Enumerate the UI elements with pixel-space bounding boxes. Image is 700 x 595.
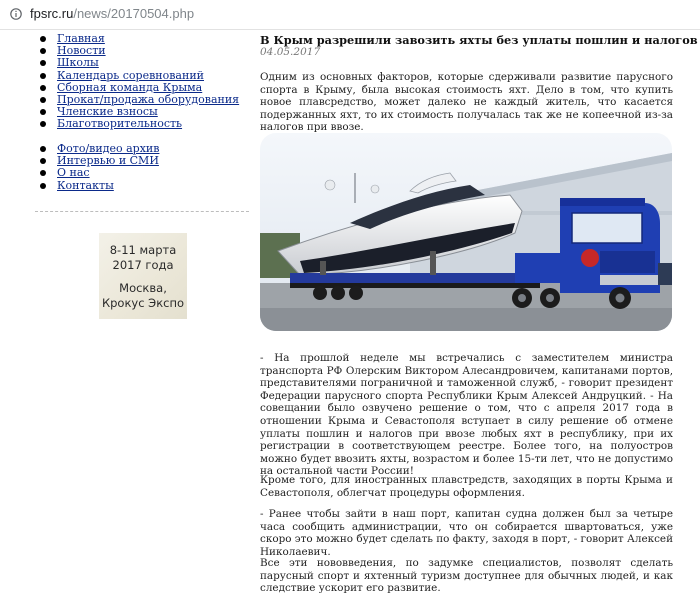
- article-photo-yacht-truck: [260, 133, 672, 331]
- menu-link-home[interactable]: Главная: [57, 32, 105, 45]
- article-title: В Крым разрешили завозить яхты без уплаты пошлин и налогов: [260, 33, 698, 47]
- menu-link-schools[interactable]: Школы: [57, 56, 99, 70]
- menu-link-media-archive[interactable]: Фото/видео архив: [57, 142, 160, 155]
- banner-city: Москва,: [119, 281, 167, 295]
- sidebar-divider: [35, 211, 249, 212]
- banner-dates: 8-11 марта: [109, 243, 177, 257]
- menu-link-contacts[interactable]: Контакты: [57, 178, 114, 192]
- banner-venue: Крокус Экспо: [101, 296, 185, 310]
- menu-item-contacts: [38, 180, 159, 192]
- menu-link-team[interactable]: Сборная команда Крыма: [57, 80, 203, 94]
- menu-link-calendar[interactable]: Календарь соревнований: [57, 68, 204, 82]
- menu-link-rental[interactable]: Прокат/продажа оборудования: [57, 93, 240, 107]
- article-paragraph-1: Одним из основных факторов, которые сдерживали развитие парусного спорта в Крыму, была высокая стоимость яхт. Дело в том, что купить новое плавсредство, может далеко не каждый житель, что касается подержанных яхт, то их стоимость получалась так же не копеечной из-за налогов при ввозе.: [260, 71, 673, 134]
- menu-link-charity[interactable]: Благотворительность: [57, 117, 183, 131]
- menu-item-charity: [38, 118, 239, 130]
- menu-link-fees[interactable]: Членские взносы: [57, 105, 158, 119]
- menu-link-news[interactable]: Новости: [57, 44, 106, 58]
- article-paragraph-4: - Ранее чтобы зайти в наш порт, капитан судна должен был за четыре часа сообщить администрации, что он собирается швартоваться, уже скоро это можно будет сделать по факту, заходя в порт, - говорит Алексей Николаевич.: [260, 508, 673, 558]
- yacht-truck-illustration: [260, 133, 672, 331]
- article-date: 04.05.2017: [260, 46, 321, 58]
- event-banner[interactable]: [99, 233, 187, 319]
- secondary-menu: [38, 143, 159, 192]
- article-paragraph-3: Кроме того, для иностранных плавстредств, заходящих в порты Крыма и Севастополя, облегчат процедуры оформления.: [260, 474, 673, 499]
- url-text[interactable]: [30, 6, 194, 21]
- url-path: /news/20170504.php: [73, 6, 195, 21]
- banner-year: 2017 года: [112, 258, 174, 272]
- article-paragraph-5: Все эти нововведения, по задумке специалистов, позволят сделать парусный спорт и яхтенный туризм доступнее для обычных людей, и как следствие ускорит его развитие.: [260, 557, 673, 595]
- menu-link-interviews[interactable]: Интервью и СМИ: [57, 154, 159, 168]
- page-info-icon[interactable]: [10, 8, 22, 20]
- menu-link-about[interactable]: О нас: [57, 166, 90, 180]
- main-menu: [38, 33, 239, 131]
- address-bar[interactable]: [0, 0, 700, 30]
- article-paragraph-2: - На прошлой неделе мы встречались с заместителем министра транспорта РФ Олерским Виктором Алесандровичем, капитанами портов, представителями пограничной и таможенной служб, - говорит президент Федерации парусного спорта Республики Крым Алексей Андруцкий. - На совещании было озвучено решение о том, что с апреля 2017 года в отношении Крыма и Севастополя вступает в силу решение об отмене уплаты пошлин и налогов при ввозе любых яхт в республику, при их регистрации в соответствующем реестре. Более того, на полуостров можно будет ввозить яхты, возрастом и более 15-ти лет, что не допустимо на остальной части России!: [260, 352, 673, 478]
- url-domain: fpsrc.ru: [30, 6, 74, 21]
